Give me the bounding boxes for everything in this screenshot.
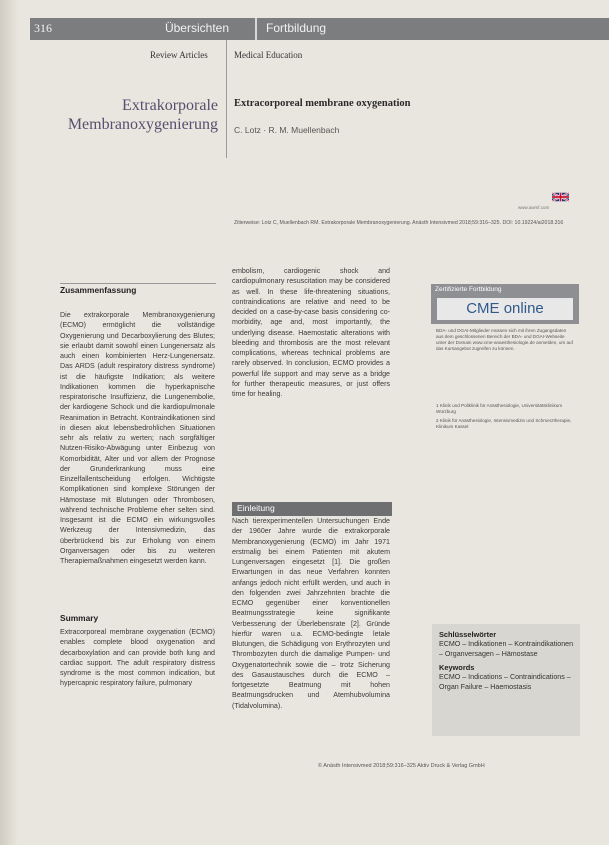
article-authors: C. Lotz · R. M. Muellenbach [234, 125, 340, 135]
keywords-content [439, 630, 575, 692]
affiliation-item: 2 Klinik für Anästhesiologie, Intensivmedizin und Schmerztherapie, Klinikum Kassel [436, 418, 572, 430]
zusammenfassung-text: Die extrakorporale Membranoxygenierung (ECMO) ermöglicht die vollständige Oxygenierung und Decarboxylierung des Blutes; sie erlaubt damit sowohl einen Lungenersatz als auch einen kombinierten Herz-Lungenersatz. Das ARDS (adult respiratory distress syndrome) ist die häufigste Indikation; als weitere Indikationen kommen die hyperkapnische respiratorische Insuffizienz, die Lungenembolie, der kardiogene Schock und die kardiopulmonale Reanimation in Betracht. Kontraindikationen sind in diesen akut lebensbedrohlichen Situationen sehr als relativ zu werten; nach sorgfältiger Nutzen-Risiko-Abwägung unter Einbezug von Komorbidität, Alter und vor allem der Prognose der Grunderkrankung muss eine Einzelfallentscheidung erfolgen. Wichtigste Komplikationen sind komplexe Störungen der Hämostase mit Blutungen oder Thrombosen, während technische Probleme eher selten sind. Insgesamt ist die ECMO ein wirkungsvolles Werkzeug der Intensivmedizin, das überbrückend bis zur Erholung von einem Organversagen oder bis zu weiteren Therapiemaßnahmen eingesetzt werden kann. [60, 311, 215, 565]
header-divider [255, 18, 257, 40]
einleitung-text: Nach tierexperimentellen Untersuchungen Ende der 1960er Jahre wurde die extrakorporale Membranoxygenierung (ECMO) im Jahr 1971 erstmalig bei einem Patienten mit akutem Lungenversagen eingesetzt [1]. Die großen Erwartungen in das neue Verfahren konnten anfangs jedoch nicht erfüllt werden, und auch in den folgenden zwei Jahrzehnten brachte die ECMO gegenüber einer konventionellen Beatmungsstrategie keine signifikante Verbesserung der Überlebensrate [2]. Gründe hierfür waren u.a. ECMO-bedingte letale Blutungen, die Schädigung von Erythrozyten und Thrombozyten durch die damalige Pumpen- und Oxygenatortechnik sowie die – trotz Sicherung des Gasaustausches durch die ECMO – fortgesetzte Beatmung mit hohen Beatmungsdrucken und Atemhubvolumina (Tidalvolumina). [232, 517, 390, 710]
article-title-english: Extracorporeal membrane oxygenation [234, 98, 411, 109]
summary-heading: Summary [60, 613, 99, 623]
subsection-left: Review Articles [150, 50, 208, 60]
page-footer: © Anästh Intensivmed 2018;59:316–325 Aktiv Druck & Verlag GmbH [318, 763, 485, 769]
subsection-right: Medical Education [234, 50, 303, 60]
uk-flag-icon [552, 192, 569, 202]
article-title-german: Extrakorporale Membranoxygenierung [67, 97, 218, 133]
affiliation-list [436, 403, 574, 433]
cme-title-panel [437, 298, 573, 320]
cme-label: Zertifizierte Fortbildung [435, 286, 502, 293]
section-rule [60, 283, 216, 284]
cme-description: BDA- und DGAI-Mitglieder müssen sich mit ihren Zugangsdaten aus dem geschlossenen Bereich der BDA- und DGAI-Webseite unter der Domain www.cme-anaesthesiologie.de anmelden, um auf das Kursangebot zugreifen zu können. [436, 328, 573, 352]
einleitung-heading-bar [232, 502, 392, 516]
section-label-left: Übersichten [164, 21, 229, 35]
summary-text: Extracorporeal membrane oxygenation (ECMO) enables complete blood oxygenation and decarboxylation and can provide both lung and cardiac support. The adult respiratory distress syndrome is the most common indication, but hypercapnic respiratory failure, pulmonary [60, 628, 215, 688]
page-number: 316 [34, 21, 52, 35]
page-gutter-shadow [0, 0, 18, 845]
citation: Zitierweise: Lotz C, Muellenbach RM. Extrakorporale Membranoxygenierung. Anästh Intensivmed 2018;59:316–325. DOI: 10.19224/ai2018.316 [234, 220, 564, 226]
header-bar [30, 18, 609, 40]
summary-continued-text: embolism, cardiogenic shock and cardiopulmonary resuscitation may be considered as well. In these life-threatening situations, contraindications are relative and need to be decided on a case-by-case basis considering co-morbidity, age and, most importantly, the underlying disease. Haemostatic alterations with bleeding and thrombosis are the most relevant complications, whereas technical problems are rarely observed. In conclusion, ECMO provides a powerful life support and may serve as a bridge for further therapeutic measures, or just offers time for healing. [232, 267, 390, 398]
affiliation-item: 1 Klinik und Poliklinik für Anästhesiologie, Universitätsklinikum Würzburg [436, 403, 563, 415]
keywords-english: ECMO – Indications – Contraindications – Organ Failure – Haemostasis [439, 673, 571, 691]
zusammenfassung-heading: Zusammenfassung [60, 285, 137, 295]
vertical-divider [226, 40, 227, 158]
keywords-german: ECMO – Indikationen – Kontraindikationen – Organversagen – Hämostase [439, 640, 574, 658]
einleitung-heading: Einleitung [237, 503, 275, 513]
section-label-right: Fortbildung [266, 21, 327, 35]
english-version-link[interactable]: www.awmf.com [518, 205, 550, 210]
cme-box[interactable] [431, 284, 579, 324]
keywords-heading-german: Schlüsselwörter [439, 630, 497, 639]
cme-title: CME online [466, 300, 544, 317]
keywords-box [432, 624, 580, 736]
keywords-heading-english: Keywords [439, 663, 475, 672]
